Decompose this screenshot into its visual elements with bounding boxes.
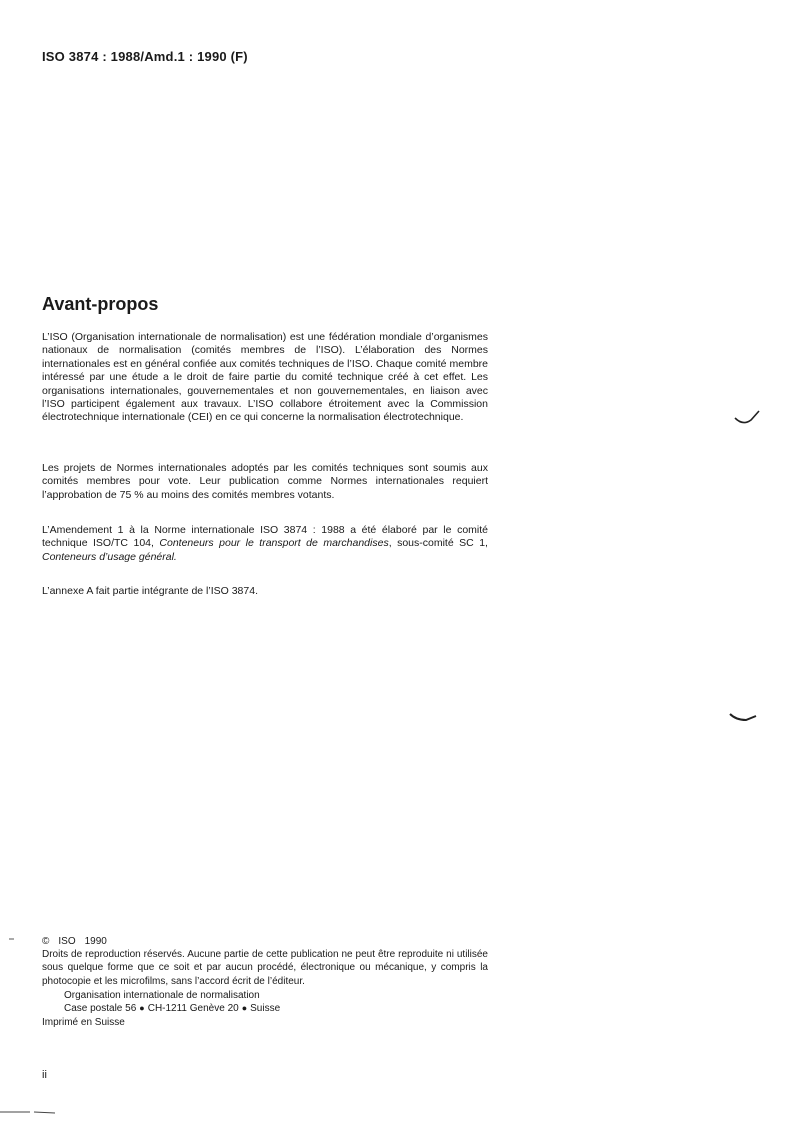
- page-number: ii: [42, 1069, 47, 1081]
- paragraph-annex: L’annexe A fait partie intégrante de l’ISO 3874.: [42, 585, 258, 597]
- address-box: Case postale 56: [64, 1003, 137, 1015]
- org-address: [64, 989, 488, 1016]
- committee-title: Conteneurs pour le transport de marchandises: [159, 537, 389, 550]
- bullet-separator: ●: [241, 1003, 248, 1014]
- scan-dot: [8, 937, 16, 941]
- bullet-separator: ●: [139, 1003, 145, 1014]
- postal-address: [64, 1002, 488, 1015]
- document-header: ISO 3874 : 1988/Amd.1 : 1990 (F): [42, 49, 248, 64]
- paragraph-iso-intro: L’ISO (Organisation internationale de normalisation) est une fédération mondiale d’organismes nationaux de normalisation (comités membres de l’ISO). L’élaboration des Normes internationales est en général confiée aux comités techniques de l’ISO. Chaque comité membre intéressé par une étude a le droit de faire partie du comité technique créé à cet effet. Les organisations internationales, gouvernementales et non gouvernementales, en liaison avec l’ISO participent également aux travaux. L’ISO collabore étroitement avec la Commission électrotechnique internationale (CEI) en ce qui concerne la normalisation électrotechnique.: [42, 331, 488, 424]
- amendment-text-mid: , sous-comité SC 1,: [388, 537, 488, 550]
- copyright-symbol: ©: [42, 936, 50, 947]
- scan-mark-icon: [733, 408, 761, 428]
- paragraph-amendment: [42, 524, 488, 564]
- scan-mark-icon: [728, 710, 758, 726]
- subcommittee-title: Conteneurs d’usage général.: [42, 550, 177, 563]
- address-city: CH-1211 Genève 20: [147, 1003, 239, 1015]
- page-title: Avant-propos: [42, 294, 159, 314]
- paragraph-voting: Les projets de Normes internationales adoptés par les comités techniques sont soumis aux comités membres pour vote. Leur publication comme Normes internationales requiert l’approbation de 75 % au moins des comités membres votants.: [42, 462, 488, 501]
- amendment-text-start: L’Amendement 1 à la Norme internationale ISO 3874 : 1988 a été élaboré par le comité technique ISO/TC 104,: [42, 524, 488, 550]
- org-name: Organisation internationale de normalisation: [64, 990, 260, 1001]
- copyright-org: ISO: [58, 936, 76, 947]
- scan-edge-line: [0, 1108, 60, 1116]
- rights-notice: Droits de reproduction réservés. Aucune partie de cette publication ne peut être reproduite ni utilisée sous quelque forme que ce soit et par aucun procédé, électronique ou mécanique, y compris la photocopie et les microfilms, sans l’accord écrit de l’éditeur.: [42, 949, 488, 987]
- copyright-year: 1990: [84, 936, 107, 947]
- address-country: Suisse: [250, 1003, 281, 1015]
- copyright-line: [42, 935, 488, 948]
- printed-in: Imprimé en Suisse: [42, 1017, 125, 1028]
